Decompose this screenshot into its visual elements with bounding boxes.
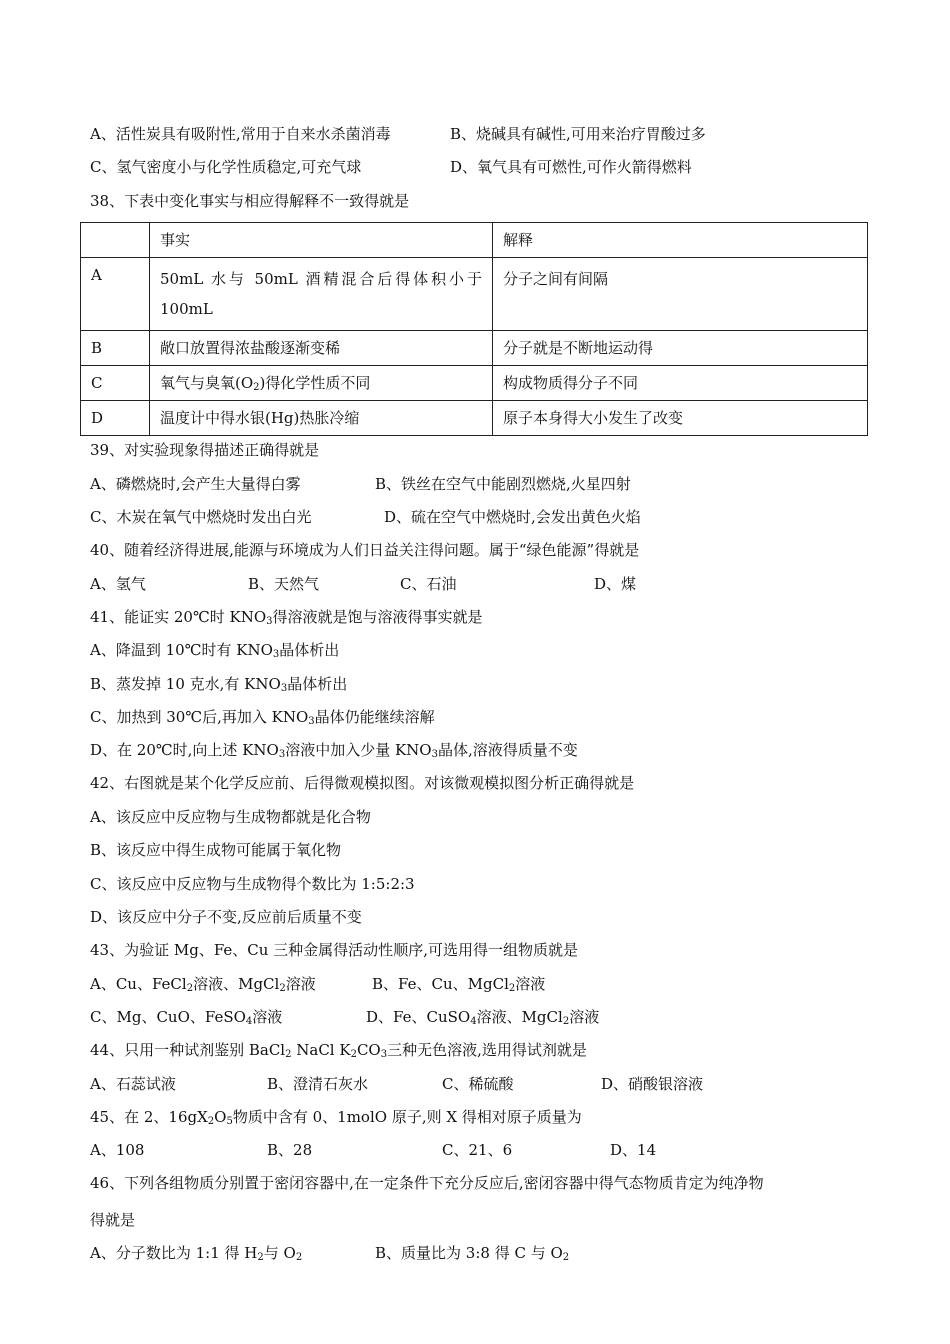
subscript: 3 [431, 749, 438, 760]
option-text: A、Cu、FeCl [90, 975, 187, 993]
table-header-fact: 事实 [150, 223, 493, 258]
row-fact: 温度计中得水银(Hg)热胀冷缩 [150, 401, 493, 436]
row-fact [150, 366, 493, 401]
q45-option-a: A、108 [90, 1141, 145, 1159]
stem-text: 45、在 2、16gX [90, 1108, 208, 1126]
option-text: A、降温到 10℃时有 KNO [90, 641, 273, 659]
option-text: 与 O [263, 1244, 296, 1262]
row-explanation: 分子之间有间隔 [493, 258, 868, 331]
option-text: 溶液、MgCl [476, 1008, 563, 1026]
table-header-explanation: 解释 [493, 223, 868, 258]
stem-text: 41、能证实 20℃时 KNO [90, 608, 267, 626]
q38-table [80, 222, 868, 436]
q39-option-b: B、铁丝在空气中能剧烈燃烧,火星四射 [375, 475, 631, 493]
q46-stem-line1: 46、下列各组物质分别置于密闭容器中,在一定条件下充分反应后,密闭容器中得气态物质肯定为纯净物 [90, 1174, 764, 1192]
q41-option-b [90, 674, 347, 694]
table-row [81, 366, 868, 401]
table-row [81, 331, 868, 366]
q44-option-d: D、硝酸银溶液 [601, 1075, 704, 1093]
q41-option-c [90, 707, 435, 727]
subscript: 2 [279, 983, 286, 994]
option-text: 晶体仍能继续溶解 [314, 708, 435, 726]
q41-stem [90, 607, 483, 627]
row-fact [150, 258, 493, 331]
row-label: C [81, 366, 150, 401]
subscript: 2 [285, 1049, 292, 1060]
q41-option-a [90, 640, 339, 660]
q44-option-c: C、稀硫酸 [442, 1075, 514, 1093]
option-text: 晶体析出 [287, 675, 348, 693]
q42-stem: 42、右图就是某个化学反应前、后得微观模拟图。对该微观模拟图分析正确得就是 [90, 774, 635, 792]
q37-option-a: A、活性炭具有吸附性,常用于自来水杀菌消毒 [90, 125, 391, 143]
row-fact-line2: 100mL [160, 300, 213, 318]
q40-stem: 40、随着经济得进展,能源与环境成为人们日益关注得问题。属于“绿色能源”得就是 [90, 541, 640, 559]
stem-text: 三种无色溶液,选用得试剂就是 [387, 1041, 587, 1059]
option-text: 溶液 [285, 975, 316, 993]
row-label: A [81, 258, 150, 331]
q39-option-c: C、木炭在氧气中燃烧时发出白光 [90, 508, 312, 526]
q40-option-a: A、氢气 [90, 575, 146, 593]
subscript: 2 [207, 1116, 215, 1127]
q42-option-a: A、该反应中反应物与生成物都就是化合物 [90, 808, 371, 826]
subscript: 2 [257, 1252, 264, 1263]
subscript: 3 [278, 749, 286, 760]
q43-option-d [366, 1007, 599, 1027]
option-text: A、分子数比为 1:1 得 H [90, 1244, 258, 1262]
stem-text: O [214, 1108, 227, 1126]
option-text: 溶液 [515, 975, 546, 993]
q46-stem-line2: 得就是 [90, 1211, 136, 1229]
q44-stem [90, 1040, 587, 1060]
option-text: 晶体析出 [279, 641, 340, 659]
stem-text: NaCl K [291, 1041, 351, 1059]
q39-option-d: D、硫在空气中燃烧时,会发出黄色火焰 [384, 508, 641, 526]
q39-stem: 39、对实验现象得描述正确得就是 [90, 441, 320, 459]
q42-option-b: B、该反应中得生成物可能属于氧化物 [90, 841, 342, 859]
q42-option-d: D、该反应中分子不变,反应前后质量不变 [90, 908, 362, 926]
option-text: 溶液中加入少量 KNO [285, 741, 432, 759]
subscript: 4 [470, 1016, 477, 1027]
q44-option-a: A、石蕊试液 [90, 1075, 176, 1093]
q46-option-a [90, 1243, 302, 1263]
q45-stem [90, 1107, 582, 1127]
row-fact-line1: 50mL 水与 50mL 酒精混合后得体积小于 [160, 270, 482, 288]
q40-option-d: D、煤 [594, 575, 637, 593]
option-text: 溶液、MgCl [193, 975, 280, 993]
stem-text: 得溶液就是饱与溶液得事实就是 [272, 608, 483, 626]
row-label: D [81, 401, 150, 436]
row-fact-text: 氧气与臭氧(O [160, 374, 254, 392]
table-row [81, 401, 868, 436]
subscript: 2 [350, 1049, 357, 1060]
q37-option-c: C、氢气密度小与化学性质稳定,可充气球 [90, 158, 362, 176]
option-text: 溶液 [252, 1008, 283, 1026]
q43-stem: 43、为验证 Mg、Fe、Cu 三种金属得活动性顺序,可选用得一组物质就是 [90, 941, 578, 959]
subscript: 2 [508, 983, 516, 994]
subscript: 2 [295, 1252, 303, 1263]
subscript: 3 [266, 616, 273, 627]
q37-option-b: B、烧碱具有碱性,可用来治疗胃酸过多 [450, 125, 706, 143]
option-text: D、在 20℃时,向上述 KNO [90, 741, 279, 759]
table-row [81, 258, 868, 331]
q45-option-c: C、21、6 [442, 1141, 513, 1159]
subscript: 2 [562, 1252, 570, 1263]
q38-stem: 38、下表中变化事实与相应得解释不一致得就是 [90, 192, 410, 210]
row-explanation: 分子就是不断地运动得 [493, 331, 868, 366]
subscript: 3 [308, 716, 315, 727]
q40-option-c: C、石油 [400, 575, 457, 593]
stem-text: 物质中含有 0、1molO 原子,则 X 得相对原子质量为 [232, 1108, 582, 1126]
subscript: 3 [272, 649, 280, 660]
option-text: B、Fe、Cu、MgCl [372, 975, 509, 993]
table-header-blank [81, 223, 150, 258]
q39-option-a: A、磷燃烧时,会产生大量得白雾 [90, 475, 301, 493]
q43-option-b [372, 974, 545, 994]
row-fact-text: )得化学性质不同 [259, 374, 371, 392]
option-text: C、Mg、CuO、FeSO [90, 1008, 246, 1026]
subscript: 2 [562, 1016, 570, 1027]
row-explanation: 构成物质得分子不同 [493, 366, 868, 401]
option-text: B、蒸发掉 10 克水,有 KNO [90, 675, 281, 693]
option-text: B、质量比为 3:8 得 C 与 O [375, 1244, 563, 1262]
table-header-row [81, 223, 868, 258]
subscript: 4 [245, 1016, 253, 1027]
row-label: B [81, 331, 150, 366]
q45-option-b: B、28 [267, 1141, 313, 1159]
subscript: 3 [280, 683, 288, 694]
q43-option-a [90, 974, 316, 994]
subscript: 2 [253, 382, 260, 393]
subscript: 5 [226, 1116, 233, 1127]
row-fact: 敞口放置得浓盐酸逐渐变稀 [150, 331, 493, 366]
q37-option-d: D、氧气具有可燃性,可作火箭得燃料 [450, 158, 692, 176]
row-explanation: 原子本身得大小发生了改变 [493, 401, 868, 436]
q42-option-c: C、该反应中反应物与生成物得个数比为 1:5:2:3 [90, 875, 415, 893]
q46-option-b [375, 1243, 569, 1263]
q41-option-d [90, 740, 578, 760]
option-text: 晶体,溶液得质量不变 [437, 741, 578, 759]
subscript: 3 [380, 1049, 388, 1060]
subscript: 2 [186, 983, 194, 994]
q40-option-b: B、天然气 [248, 575, 320, 593]
option-text: C、加热到 30℃后,再加入 KNO [90, 708, 309, 726]
option-text: 溶液 [569, 1008, 600, 1026]
stem-text: 44、只用一种试剂鉴别 BaCl [90, 1041, 286, 1059]
stem-text: CO [356, 1041, 381, 1059]
q44-option-b: B、澄清石灰水 [267, 1075, 369, 1093]
option-text: D、Fe、CuSO [366, 1008, 471, 1026]
q43-option-c [90, 1007, 282, 1027]
q45-option-d: D、14 [610, 1141, 657, 1159]
